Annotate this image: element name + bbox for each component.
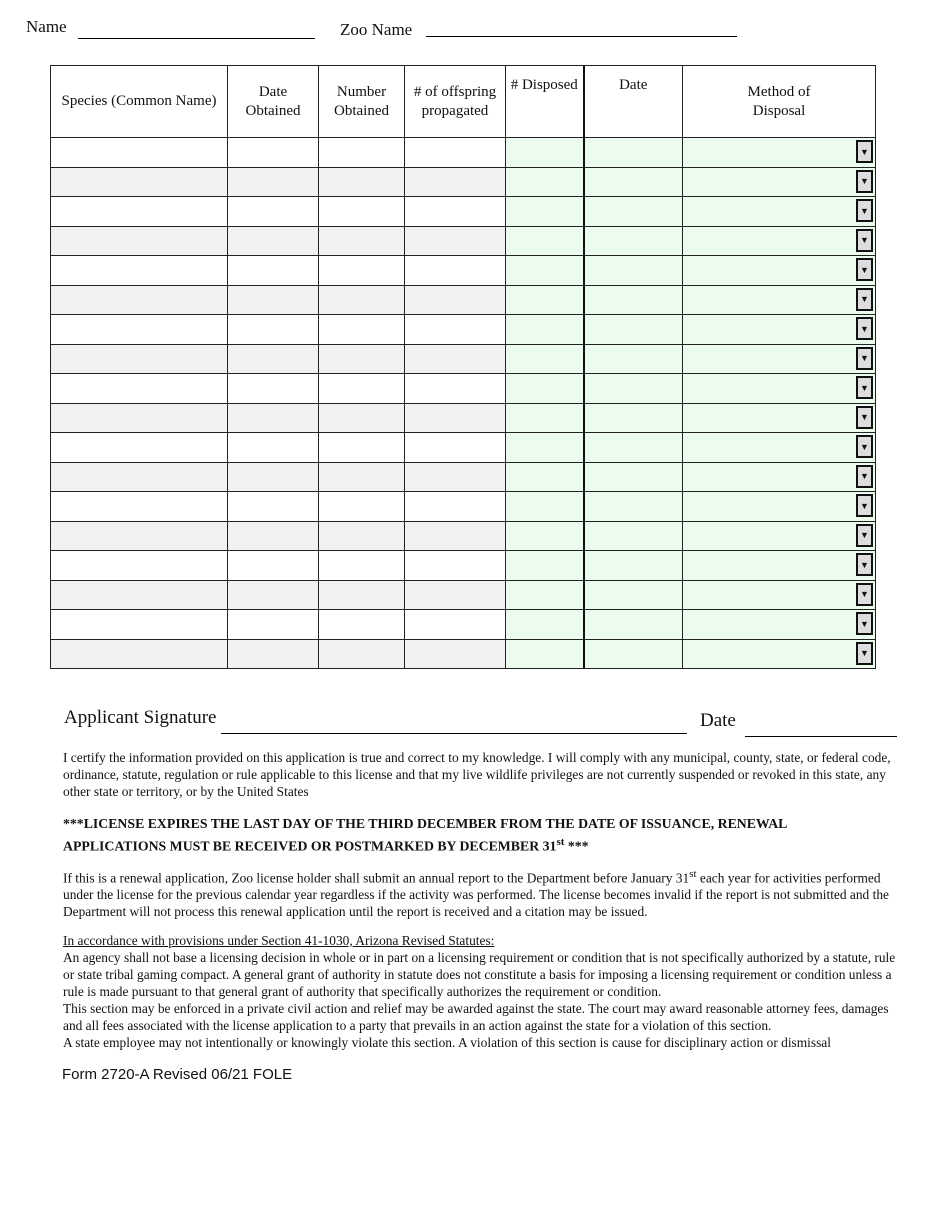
offspring-cell[interactable] [405, 138, 506, 168]
disposal-date-cell[interactable] [584, 315, 683, 345]
species-cell[interactable] [51, 492, 228, 522]
table-row [51, 256, 876, 286]
statute-paragraph: An agency shall not base a licensing decision in whole or in part on a licensing requirement or condition that is not specifically authorized by a statute, rule or state tribal gaming compact. A general grant of authority in statute does not constitute a basis for imposing a licensing requirement or condition unless a rule is made pursuant to that general grant of authority that specifically authorizes the requirement or condition. [63, 950, 896, 999]
col-number-obtained: Number Obtained [319, 66, 405, 138]
statute-heading: In accordance with provisions under Section 41-1030, Arizona Revised Statutes: [63, 933, 495, 948]
table-row [51, 315, 876, 345]
offspring-cell[interactable] [405, 256, 506, 286]
date-obtained-cell[interactable] [228, 315, 319, 345]
disposal-date-cell[interactable] [584, 492, 683, 522]
number-obtained-cell[interactable] [319, 138, 405, 168]
signature-date-label: Date [700, 710, 736, 731]
chevron-down-icon[interactable]: ▼ [856, 317, 873, 340]
disposed-cell[interactable] [506, 403, 584, 433]
table-header-row [51, 66, 876, 138]
method-disposal-cell[interactable] [683, 138, 876, 168]
method-disposal-cell[interactable] [683, 639, 876, 669]
offspring-cell[interactable] [405, 433, 506, 463]
disposed-cell[interactable] [506, 639, 584, 669]
date-obtained-cell[interactable] [228, 344, 319, 374]
table-row [51, 462, 876, 492]
col-method-disposal: Method of Disposal [683, 66, 876, 138]
date-obtained-cell[interactable] [228, 226, 319, 256]
table-row [51, 610, 876, 640]
disposed-cell[interactable] [506, 344, 584, 374]
date-obtained-cell[interactable] [228, 462, 319, 492]
disposed-cell[interactable] [506, 285, 584, 315]
disposal-date-cell[interactable] [584, 167, 683, 197]
species-cell[interactable] [51, 610, 228, 640]
species-cell[interactable] [51, 639, 228, 669]
disposal-date-cell[interactable] [584, 521, 683, 551]
disposed-cell[interactable] [506, 315, 584, 345]
applicant-signature-field[interactable] [221, 733, 687, 734]
offspring-cell[interactable] [405, 492, 506, 522]
number-obtained-cell[interactable] [319, 580, 405, 610]
date-obtained-cell[interactable] [228, 433, 319, 463]
method-disposal-cell[interactable] [683, 315, 876, 345]
signature-date-field[interactable] [745, 736, 897, 737]
offspring-cell[interactable] [405, 551, 506, 581]
species-cell[interactable] [51, 433, 228, 463]
species-cell[interactable] [51, 521, 228, 551]
number-obtained-cell[interactable] [319, 639, 405, 669]
statute-paragraph: This section may be enforced in a private civil action and relief may be awarded against the state. The court may award reasonable attorney fees, damages and all fees associated with the license application to a party that prevails in an action against the state for a violation of this section. [63, 1001, 889, 1033]
species-cell[interactable] [51, 403, 228, 433]
number-obtained-cell[interactable] [319, 285, 405, 315]
chevron-down-icon[interactable]: ▼ [856, 376, 873, 399]
statute-section [63, 932, 908, 1051]
offspring-cell[interactable] [405, 639, 506, 669]
disposal-date-cell[interactable] [584, 403, 683, 433]
method-disposal-cell[interactable] [683, 610, 876, 640]
statute-paragraph: A state employee may not intentionally or knowingly violate this section. A violation of this section is cause for disciplinary action or dismissal [63, 1035, 831, 1050]
offspring-cell[interactable] [405, 167, 506, 197]
chevron-down-icon[interactable]: ▼ [856, 258, 873, 281]
disposed-cell[interactable] [506, 226, 584, 256]
table-row [51, 492, 876, 522]
col-offspring: # of offspring propagated [405, 66, 506, 138]
date-obtained-cell[interactable] [228, 256, 319, 286]
disposal-date-cell[interactable] [584, 256, 683, 286]
table-row [51, 403, 876, 433]
col-date: Date [584, 66, 683, 138]
number-obtained-cell[interactable] [319, 433, 405, 463]
date-obtained-cell[interactable] [228, 197, 319, 227]
name-field[interactable] [78, 38, 315, 39]
chevron-down-icon[interactable]: ▼ [856, 553, 873, 576]
table-row [51, 138, 876, 168]
method-disposal-cell[interactable] [683, 285, 876, 315]
disposed-cell[interactable] [506, 138, 584, 168]
date-obtained-cell[interactable] [228, 374, 319, 404]
table-row [51, 285, 876, 315]
disposed-cell[interactable] [506, 197, 584, 227]
offspring-cell[interactable] [405, 226, 506, 256]
method-disposal-cell[interactable] [683, 256, 876, 286]
number-obtained-cell[interactable] [319, 226, 405, 256]
species-table [50, 65, 876, 669]
number-obtained-cell[interactable] [319, 197, 405, 227]
number-obtained-cell[interactable] [319, 315, 405, 345]
chevron-down-icon[interactable]: ▼ [856, 494, 873, 517]
date-obtained-cell[interactable] [228, 492, 319, 522]
disposed-cell[interactable] [506, 610, 584, 640]
table-row [51, 167, 876, 197]
zoo-name-field[interactable] [426, 36, 737, 37]
disposed-cell[interactable] [506, 167, 584, 197]
date-obtained-cell[interactable] [228, 521, 319, 551]
species-cell[interactable] [51, 462, 228, 492]
col-species: Species (Common Name) [51, 66, 228, 138]
date-obtained-cell[interactable] [228, 403, 319, 433]
chevron-down-icon[interactable]: ▼ [856, 583, 873, 606]
method-disposal-cell[interactable] [683, 197, 876, 227]
species-cell[interactable] [51, 551, 228, 581]
disposed-cell[interactable] [506, 580, 584, 610]
offspring-cell[interactable] [405, 197, 506, 227]
method-disposal-cell[interactable] [683, 551, 876, 581]
number-obtained-cell[interactable] [319, 167, 405, 197]
offspring-cell[interactable] [405, 344, 506, 374]
species-cell[interactable] [51, 167, 228, 197]
disposed-cell[interactable] [506, 551, 584, 581]
disposal-date-cell[interactable] [584, 285, 683, 315]
date-obtained-cell[interactable] [228, 167, 319, 197]
number-obtained-cell[interactable] [319, 462, 405, 492]
species-cell[interactable] [51, 344, 228, 374]
disposal-date-cell[interactable] [584, 610, 683, 640]
species-cell[interactable] [51, 374, 228, 404]
disposed-cell[interactable] [506, 521, 584, 551]
chevron-down-icon[interactable]: ▼ [856, 347, 873, 370]
license-expiry-notice: ***LICENSE EXPIRES THE LAST DAY OF THE THIRD DECEMBER FROM THE DATE OF ISSUANCE, RENEWAL APPLICATIONS MUST BE RECEIVED OR POSTMARKED BY DECEMBER 31st *** [63, 816, 787, 854]
date-obtained-cell[interactable] [228, 138, 319, 168]
table-row [51, 197, 876, 227]
disposed-cell[interactable] [506, 256, 584, 286]
number-obtained-cell[interactable] [319, 344, 405, 374]
zoo-name-label: Zoo Name [340, 20, 413, 39]
table-row [51, 580, 876, 610]
disposal-date-cell[interactable] [584, 433, 683, 463]
chevron-down-icon[interactable]: ▼ [856, 406, 873, 429]
number-obtained-cell[interactable] [319, 256, 405, 286]
offspring-cell[interactable] [405, 315, 506, 345]
name-label: Name [26, 17, 67, 36]
renewal-notice: If this is a renewal application, Zoo license holder shall submit an annual report to the Department before January 31st each year for activities performed under the license for the previous calendar year regardless if the activity was performed. The license becomes invalid if the report is not submitted and the Department will not process this renewal application until the report is received and a citation may be issued. [63, 868, 889, 920]
species-cell[interactable] [51, 197, 228, 227]
certify-text: I certify the information provided on this application is true and correct to my knowledge. I will comply with any municipal, county, state, or federal code, ordinance, statute, regulation or rule applicable to this license and that my live wildlife privileges are not currently suspended or revoked in this state, any other state or territory, or by the United States [63, 750, 891, 799]
chevron-down-icon[interactable]: ▼ [856, 465, 873, 488]
number-obtained-cell[interactable] [319, 492, 405, 522]
number-obtained-cell[interactable] [319, 521, 405, 551]
method-disposal-cell[interactable] [683, 226, 876, 256]
table-row [51, 344, 876, 374]
species-cell[interactable] [51, 580, 228, 610]
offspring-cell[interactable] [405, 403, 506, 433]
table-row [51, 374, 876, 404]
table-row [51, 433, 876, 463]
method-disposal-cell[interactable] [683, 167, 876, 197]
date-obtained-cell[interactable] [228, 285, 319, 315]
species-cell[interactable] [51, 315, 228, 345]
disposed-cell[interactable] [506, 462, 584, 492]
disposed-cell[interactable] [506, 374, 584, 404]
chevron-down-icon[interactable]: ▼ [856, 435, 873, 458]
number-obtained-cell[interactable] [319, 403, 405, 433]
number-obtained-cell[interactable] [319, 610, 405, 640]
date-obtained-cell[interactable] [228, 639, 319, 669]
chevron-down-icon[interactable]: ▼ [856, 229, 873, 252]
chevron-down-icon[interactable]: ▼ [856, 288, 873, 311]
method-disposal-cell[interactable] [683, 344, 876, 374]
offspring-cell[interactable] [405, 374, 506, 404]
disposal-date-cell[interactable] [584, 580, 683, 610]
disposal-date-cell[interactable] [584, 197, 683, 227]
chevron-down-icon[interactable]: ▼ [856, 642, 873, 665]
table-row [51, 521, 876, 551]
chevron-down-icon[interactable]: ▼ [856, 140, 873, 163]
date-obtained-cell[interactable] [228, 580, 319, 610]
table-row [51, 639, 876, 669]
disposal-date-cell[interactable] [584, 639, 683, 669]
disposal-date-cell[interactable] [584, 374, 683, 404]
applicant-signature-label: Applicant Signature [64, 707, 217, 728]
disposal-date-cell[interactable] [584, 138, 683, 168]
form-number: Form 2720-A Revised 06/21 FOLE [62, 1066, 293, 1083]
disposal-date-cell[interactable] [584, 551, 683, 581]
disposal-date-cell[interactable] [584, 226, 683, 256]
chevron-down-icon[interactable]: ▼ [856, 524, 873, 547]
method-disposal-cell[interactable] [683, 521, 876, 551]
method-disposal-cell[interactable] [683, 462, 876, 492]
species-cell[interactable] [51, 256, 228, 286]
species-cell[interactable] [51, 138, 228, 168]
method-disposal-cell[interactable] [683, 580, 876, 610]
species-cell[interactable] [51, 285, 228, 315]
number-obtained-cell[interactable] [319, 551, 405, 581]
date-obtained-cell[interactable] [228, 551, 319, 581]
method-disposal-cell[interactable] [683, 433, 876, 463]
offspring-cell[interactable] [405, 610, 506, 640]
chevron-down-icon[interactable]: ▼ [856, 170, 873, 193]
disposed-cell[interactable] [506, 433, 584, 463]
table-row [51, 226, 876, 256]
method-disposal-cell[interactable] [683, 374, 876, 404]
offspring-cell[interactable] [405, 521, 506, 551]
col-disposed: # Disposed [506, 66, 584, 138]
col-date-obtained: Date Obtained [228, 66, 319, 138]
disposal-date-cell[interactable] [584, 462, 683, 492]
method-disposal-cell[interactable] [683, 403, 876, 433]
number-obtained-cell[interactable] [319, 374, 405, 404]
offspring-cell[interactable] [405, 285, 506, 315]
date-obtained-cell[interactable] [228, 610, 319, 640]
chevron-down-icon[interactable]: ▼ [856, 612, 873, 635]
disposed-cell[interactable] [506, 492, 584, 522]
method-disposal-cell[interactable] [683, 492, 876, 522]
offspring-cell[interactable] [405, 462, 506, 492]
disposal-date-cell[interactable] [584, 344, 683, 374]
table-row [51, 551, 876, 581]
chevron-down-icon[interactable]: ▼ [856, 199, 873, 222]
offspring-cell[interactable] [405, 580, 506, 610]
species-cell[interactable] [51, 226, 228, 256]
